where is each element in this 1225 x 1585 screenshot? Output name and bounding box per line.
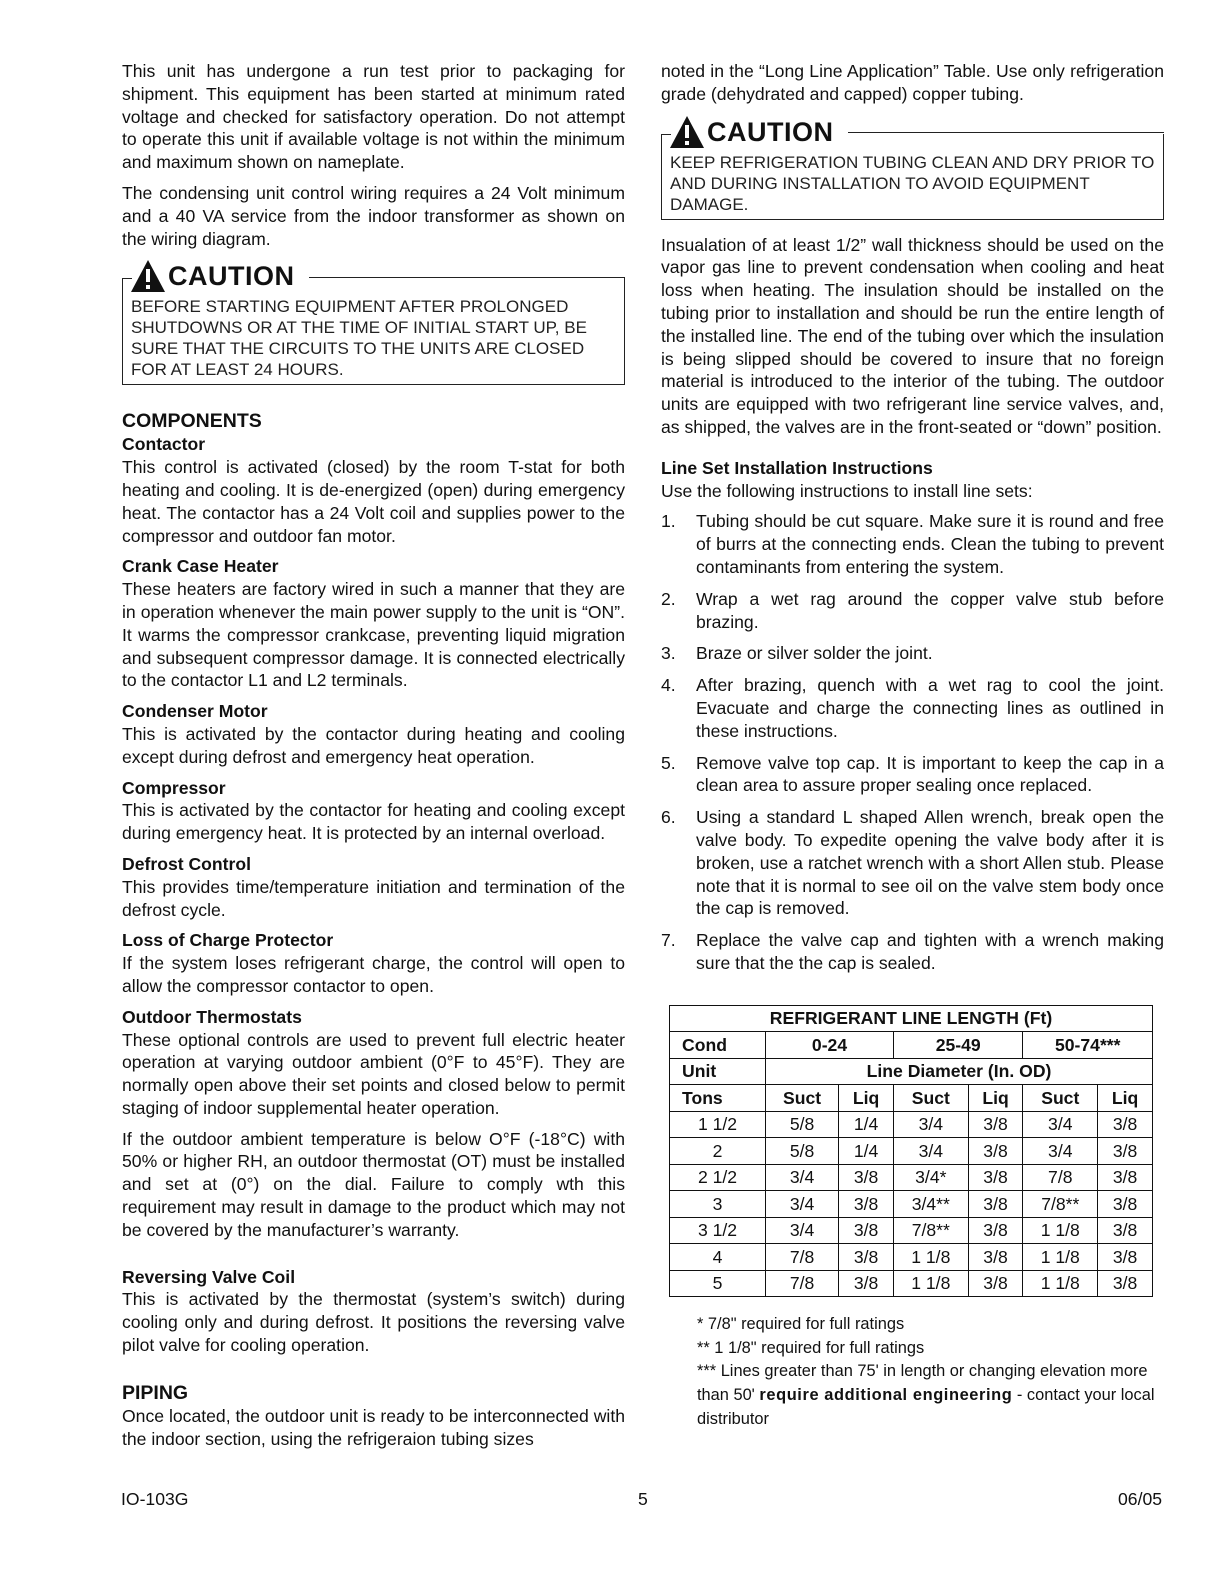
- tons-cell: 3 1/2: [670, 1217, 766, 1244]
- piping-heading: PIPING: [122, 1381, 189, 1404]
- caution-box-tubing: [661, 114, 1164, 220]
- intro-paragraph-2: The condensing unit control wiring requires a 24 Volt minimum and a 40 VA service from the indoor transformer as shown on the wiring diagram.: [122, 182, 625, 249]
- table-row: [670, 1164, 1153, 1191]
- table-row: [670, 1138, 1153, 1165]
- tons-cell: 1 1/2: [670, 1111, 766, 1138]
- table-header-diameter: Line Diameter (In. OD): [766, 1058, 1153, 1085]
- line-set-steps: [661, 510, 1164, 974]
- tons-cell: 2: [670, 1138, 766, 1165]
- caution-text: BEFORE STARTING EQUIPMENT AFTER PROLONGED SHUTDOWNS OR AT THE TIME OF INITIAL START UP, BE SURE THAT THE CIRCUITS TO THE UNITS ARE CLOSED FOR AT LEAST 24 HOURS.: [122, 278, 625, 385]
- diameter-cell: 1 1/8: [1023, 1244, 1098, 1271]
- diameter-cell: 3/8: [839, 1217, 894, 1244]
- right-column: [661, 60, 1164, 1431]
- diameter-cell: 1 1/8: [1023, 1217, 1098, 1244]
- list-item: 3. Braze or silver solder the joint.: [661, 643, 933, 664]
- diameter-cell: 3/8: [1098, 1164, 1153, 1191]
- diameter-cell: 1/4: [839, 1111, 894, 1138]
- outdoor-thermostats-text-1: These optional controls are used to prevent full electric heater operation at varying outdoor ambient (0°F to 45°F). They are normally open above their set points and closed below to permit staging of indoor supplemental heater operation.: [122, 1029, 625, 1118]
- warning-triangle-icon: [669, 115, 705, 149]
- caution-box-startup: [122, 258, 625, 385]
- crank-case-heater-title: Crank Case Heater: [122, 556, 279, 577]
- diameter-cell: 3/8: [1098, 1191, 1153, 1218]
- defrost-control-title: Defrost Control: [122, 853, 252, 874]
- insulation-paragraph: Insualation of at least 1/2” wall thickness should be used on the vapor gas line to prevent condensation when cooling and heat loss when heating. The insulation should be installed on the tubing prior to installation and should be run the entire length of the installed line. The end of the tubing over which the insulation is being slipped should be covered to insure that no foreign material is introduced to the interior of the tubing. The outdoor units are equipped with two refrigerant line service valves, and, as shipped, the valves are in the front-seated or “down” position.: [661, 234, 1164, 437]
- outdoor-thermostats-title: Outdoor Thermostats: [122, 1006, 302, 1027]
- table-header-unit: Unit: [670, 1058, 766, 1085]
- caution-title: CAUTION: [707, 116, 834, 147]
- diameter-cell: 3/8: [1098, 1244, 1153, 1271]
- list-item: 1. Tubing should be cut square. Make sure it is round and free of burrs at the connecting ends. Clean the tubing to prevent contaminants from entering the system.: [661, 511, 1164, 577]
- compressor-text: This is activated by the contactor for heating and cooling except during emergency heat. It is protected by an internal overload.: [122, 800, 625, 844]
- diameter-cell: 7/8**: [893, 1217, 968, 1244]
- diameter-cell: 1 1/8: [893, 1244, 968, 1271]
- components-heading: COMPONENTS: [122, 410, 262, 433]
- condenser-motor-title: Condenser Motor: [122, 701, 268, 722]
- diameter-cell: 1 1/8: [893, 1270, 968, 1297]
- piping-text: Once located, the outdoor unit is ready to be interconnected with the indoor section, using the refrigeraion tubing sizes: [122, 1405, 625, 1449]
- tons-cell: 5: [670, 1270, 766, 1297]
- diameter-cell: 3/8: [839, 1191, 894, 1218]
- table-header-range: 0-24: [766, 1032, 894, 1059]
- diameter-cell: 3/8: [1098, 1111, 1153, 1138]
- table-body: [670, 1111, 1153, 1297]
- line-set-title: Line Set Installation Instructions: [661, 457, 933, 478]
- table-header-tons: Tons: [670, 1085, 766, 1112]
- diameter-cell: 3/4: [893, 1111, 968, 1138]
- outdoor-thermostats-text-2: If the outdoor ambient temperature is below O°F (-18°C) with 50% or higher RH, an outdoor thermostat (OT) must be installed and set at (0°) on the dial. Failure to comply wth this requirement may result in damage to the product which may not be covered by the manufacturer’s warranty.: [122, 1128, 625, 1240]
- diameter-cell: 3/8: [968, 1164, 1023, 1191]
- note-1: * 7/8" required for full ratings: [697, 1315, 905, 1334]
- table-row: [670, 1270, 1153, 1297]
- condenser-motor-text: This is activated by the contactor during heating and cooling except during defrost and emergency heat operation.: [122, 723, 625, 767]
- table-header-range: 25-49: [893, 1032, 1022, 1059]
- caution-text: KEEP REFRIGERATION TUBING CLEAN AND DRY PRIOR TO AND DURING INSTALLATION TO AVOID EQUIPMENT DAMAGE.: [661, 134, 1164, 220]
- page-number: 5: [638, 1489, 648, 1509]
- contactor-title: Contactor: [122, 434, 206, 455]
- reversing-valve-title: Reversing Valve Coil: [122, 1266, 296, 1287]
- table-header-range: 50-74***: [1023, 1032, 1153, 1059]
- tons-cell: 4: [670, 1244, 766, 1271]
- diameter-cell: 5/8: [766, 1111, 839, 1138]
- caution-header: [122, 258, 625, 294]
- document-date: 06/05: [1118, 1489, 1163, 1509]
- diameter-cell: 7/8: [1023, 1164, 1098, 1191]
- diameter-cell: 3/8: [968, 1191, 1023, 1218]
- compressor-title: Compressor: [122, 777, 226, 798]
- table-title: REFRIGERANT LINE LENGTH (Ft): [670, 1005, 1153, 1032]
- table-row: [670, 1217, 1153, 1244]
- table-row: [670, 1191, 1153, 1218]
- list-item: 7. Replace the valve cap and tighten with a wrench making sure that the the cap is sealed.: [661, 930, 1164, 973]
- diameter-cell: 3/8: [968, 1111, 1023, 1138]
- diameter-cell: 3/8: [968, 1244, 1023, 1271]
- loss-of-charge-text: If the system loses refrigerant charge, the control will open to allow the compressor contactor to open.: [122, 953, 625, 996]
- diameter-cell: 3/8: [1098, 1270, 1153, 1297]
- contactor-text: This control is activated (closed) by the room T-stat for both heating and cooling. It is de-energized (open) during emergency heat. The contactor has a 24 Volt coil and supplies power to the compressor and outdoor fan motor.: [122, 457, 625, 546]
- diameter-cell: 3/8: [968, 1270, 1023, 1297]
- note-3: *** Lines greater than 75' in length or changing elevation more than 50' require additional engineering - contact your local distributor: [697, 1362, 1155, 1428]
- diameter-cell: 7/8: [766, 1244, 839, 1271]
- diameter-cell: 3/4: [766, 1217, 839, 1244]
- diameter-cell: 3/4: [766, 1191, 839, 1218]
- tons-cell: 3: [670, 1191, 766, 1218]
- table-header-cond: Cond: [670, 1032, 766, 1059]
- caution-header: [661, 114, 1164, 150]
- table-row: [670, 1244, 1153, 1271]
- diameter-cell: 5/8: [766, 1138, 839, 1165]
- note-2: ** 1 1/8" required for full ratings: [697, 1338, 925, 1357]
- diameter-cell: 1/4: [839, 1138, 894, 1165]
- warning-triangle-icon: [130, 259, 166, 293]
- list-item: 5. Remove valve top cap. It is important to keep the cap in a clean area to assure proper sealing once replaced.: [661, 752, 1164, 796]
- diameter-cell: 3/4: [766, 1164, 839, 1191]
- diameter-cell: 3/8: [839, 1270, 894, 1297]
- diameter-cell: 3/4**: [893, 1191, 968, 1218]
- diameter-cell: 3/8: [839, 1164, 894, 1191]
- tons-cell: 2 1/2: [670, 1164, 766, 1191]
- crank-case-heater-text: These heaters are factory wired in such a manner that they are in operation whenever the main power supply to the unit is “ON”. It warms the compressor crankcase, preventing liquid migration and subsequent compressor damage. It is connected electrically to the contactor L1 and L2 terminals.: [122, 579, 625, 691]
- list-item: 4. After brazing, quench with a wet rag to cool the joint. Evacuate and charge the connecting lines as outlined in these instructions.: [661, 675, 1164, 741]
- diameter-cell: 3/4*: [893, 1164, 968, 1191]
- reversing-valve-text: This is activated by the thermostat (system’s switch) during cooling only and during defrost. It positions the reversing valve pilot valve for cooling operation.: [122, 1289, 625, 1356]
- defrost-control-text: This provides time/temperature initiation and termination of the defrost cycle.: [122, 876, 625, 920]
- diameter-cell: 3/8: [1098, 1217, 1153, 1244]
- line-set-intro: Use the following instructions to install line sets:: [661, 480, 1033, 501]
- table-notes: [697, 1313, 1164, 1431]
- document-code: IO-103G: [121, 1489, 189, 1509]
- piping-continued: noted in the “Long Line Application” Table. Use only refrigeration grade (dehydrated and capped) copper tubing.: [661, 61, 1164, 104]
- refrigerant-line-table: REFRIGERANT LINE LENGTH (Ft) Cond 0-24 25-49 50-74*** Unit Line Diameter (In. OD) Tons Suct Liq Suct Liq Suct Liq 1 1/2 5/8 1/4 3/4 3/8 3/4 3/8 2 5/8 1/4 3/4 3/8 3/4 3/8 2 1/2 3/4 3/8 3/4* 3/8 7/8 3/8 3 3/4 3/8 3/4** 3/8 7/8** 3/8 3 1/2 3/4 3/8 7/8** 3/8 1 1/8 3/8 4 7/8 3/8 1 1/8 3/8 1 1/8 3/8 5 7/8 3/8 1 1/8 3/8 1 1/8 3/8: [669, 1005, 1153, 1298]
- list-item: 6. Using a standard L shaped Allen wrench, break open the valve body. To expedite opening the valve body after it is broken, use a ratchet wrench with a short Allen stub. Please note that it is normal to see oil on the valve stem body once the cap is removed.: [661, 807, 1164, 919]
- diameter-cell: 3/8: [968, 1217, 1023, 1244]
- list-item: 2. Wrap a wet rag around the copper valve stub before brazing.: [661, 588, 1164, 632]
- diameter-cell: 3/4: [893, 1138, 968, 1165]
- diameter-cell: 1 1/8: [1023, 1270, 1098, 1297]
- diameter-cell: 7/8: [766, 1270, 839, 1297]
- intro-paragraph-1: This unit has undergone a run test prior to packaging for shipment. This equipment has been started at minimum rated voltage and checked for satisfactory operation. Do not attempt to operate this unit if available voltage is not within the minimum and maximum shown on nameplate.: [122, 61, 625, 173]
- table-row: [670, 1111, 1153, 1138]
- diameter-cell: 3/4: [1023, 1138, 1098, 1165]
- loss-of-charge-title: Loss of Charge Protector: [122, 930, 334, 951]
- left-column: [122, 60, 625, 1458]
- diameter-cell: 3/4: [1023, 1111, 1098, 1138]
- diameter-cell: 3/8: [968, 1138, 1023, 1165]
- diameter-cell: 7/8**: [1023, 1191, 1098, 1218]
- diameter-cell: 3/8: [1098, 1138, 1153, 1165]
- diameter-cell: 3/8: [839, 1244, 894, 1271]
- caution-title: CAUTION: [168, 261, 295, 292]
